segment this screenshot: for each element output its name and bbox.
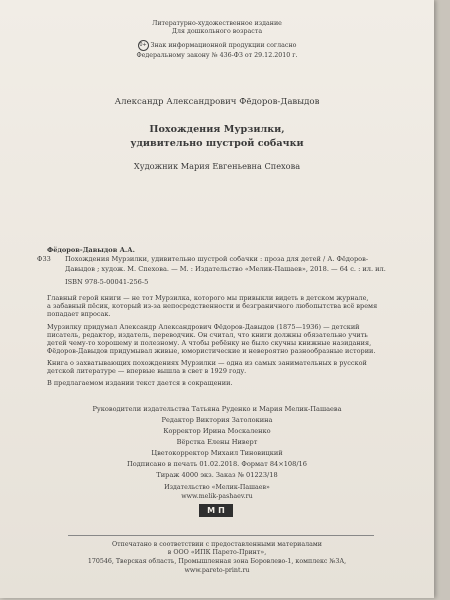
edition-type: Литературно-художественное издание [152, 20, 282, 27]
annotation-line: детей чему-то хорошему и полезному. А чтобы ребёнку не было скучны книжные назидания, [47, 339, 372, 347]
annotation-line: Мурзилку придумал Александр Александрович Фёдоров-Давыдов (1875—1936) — детский [47, 323, 360, 331]
catalog-author: Фёдоров-Давыдов А.А. [47, 246, 135, 254]
publisher-name: Издательство «Мелик-Пашаев» [164, 484, 270, 491]
annotation-line: Главный герой книги — не тот Мурзилка, которого мы привыкли видеть в детском журнале, [47, 294, 369, 302]
divider [68, 535, 374, 536]
printer-line: в ООО «ИПК Парето-Принт», [167, 549, 267, 556]
credit-line: Подписано в печать 01.02.2018. Формат 84×108/16 [127, 460, 307, 468]
printer-line: 170546, Тверская область, Промышленная зона Боровлево-1, комплекс №3А, [87, 558, 347, 565]
annotation-line: Фёдоров-Давыдов придумывал живые, юмористические и невероятно разнообразные истории. [47, 347, 376, 355]
credit-line: Цветокорректор Михаил Тиновицкий [151, 449, 283, 457]
catalog-desc-1: Похождения Мурзилки, удивительно шустрой собачки : проза для детей / А. Фёдоров- [65, 255, 369, 263]
isbn: ISBN 978-5-00041-256-5 [65, 278, 149, 286]
annotation-line: Книга о захватывающих похождениях Мурзилки — одна из самых занимательных в русской [47, 359, 367, 367]
annotation-line: а забавный пёсик, который из-за непосредственности и безграничного любопытства всё время [47, 302, 378, 310]
udc-code: Ф33 [37, 255, 51, 263]
law-text-1: Знак информационной продукции согласно [150, 42, 297, 49]
annotation-line: попадает впросак. [47, 310, 111, 318]
printer-line: www.pareto-print.ru [184, 567, 250, 574]
book-title-line2: удивительно шустрой собачки [130, 138, 304, 149]
credit-line: Тираж 4000 экз. Заказ № 01223/18 [156, 471, 278, 479]
author-name: Александр Александрович Фёдоров-Давыдов [114, 97, 320, 107]
law-text-2: Федеральному закону № 436-ФЗ от 29.12.2010 г. [136, 52, 298, 59]
credit-line: Корректор Ирина Москаленко [163, 427, 271, 435]
printer-line: Отпечатано в соответствии с предоставленными материалами [112, 541, 322, 548]
annotation-line: В предлагаемом издании текст дается в сокращении. [47, 379, 233, 387]
credit-line: Вёрстка Елены Ниверт [176, 438, 258, 446]
book-title-line1: Похождения Мурзилки, [149, 124, 285, 135]
age-group: Для дошкольного возраста [171, 28, 263, 35]
credit-line: Руководители издательства Татьяна Руденко и Мария Мелик-Пашаева [92, 405, 342, 413]
credit-line: Редактор Виктория Затолокина [161, 416, 273, 424]
catalog-desc-2: Давыдов ; худож. М. Спехова. — М. : Издательство «Мелик-Пашаев», 2018. — 64 с. : ил. ил. [65, 265, 386, 273]
publisher-site: www.melik-pashaev.ru [181, 493, 253, 500]
info-product-sign [0, 40, 434, 51]
annotation-line: детской литературе — впервые вышла в свет в 1929 году. [47, 367, 247, 375]
logo-letter-right: П [218, 506, 225, 515]
age-rating-icon: 0+ [138, 40, 149, 51]
logo-letter-left: М [207, 506, 216, 515]
annotation-line: писатель, редактор, издатель, переводчик. Он считал, что книги должны обязательно учить [47, 331, 368, 339]
publisher-logo [199, 504, 233, 517]
illustrator: Художник Мария Евгеньевна Спехова [133, 161, 301, 171]
